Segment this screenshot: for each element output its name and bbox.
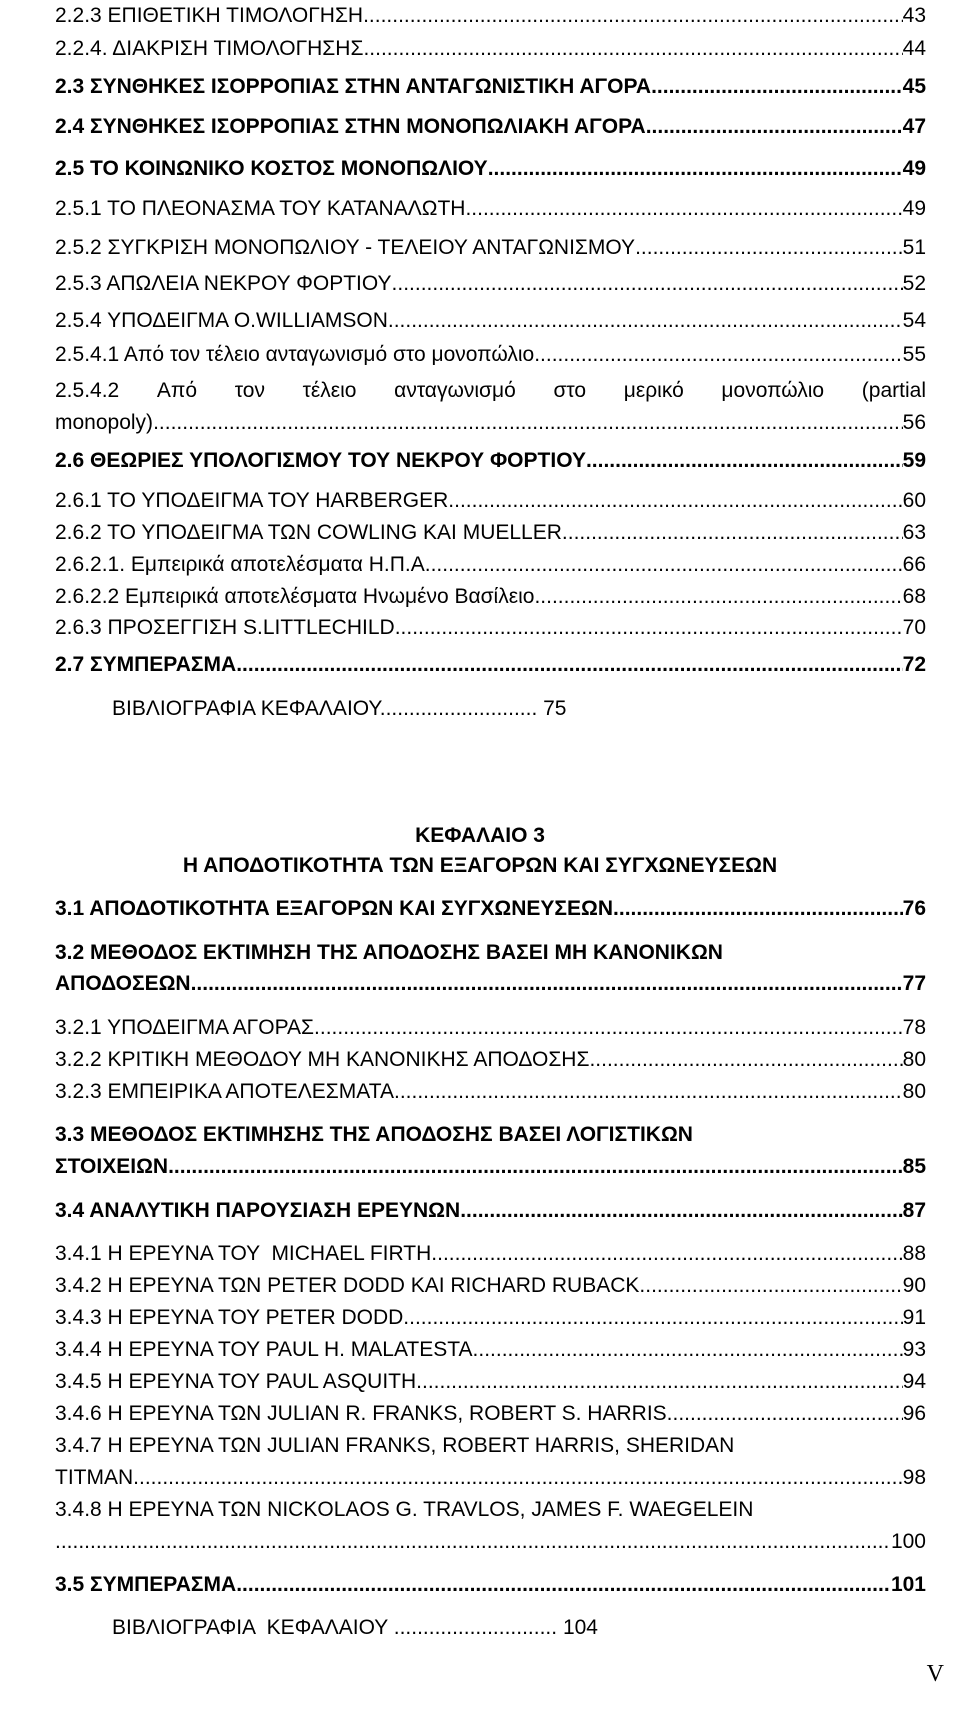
toc-leader-dots: ............................ xyxy=(387,1616,558,1639)
toc-entry-title: 3.2.3 ΕΜΠΕΙΡΙΚΑ ΑΠΟΤΕΛΕΣΜΑΤΑ xyxy=(55,1080,394,1103)
toc-word: τέλειο xyxy=(302,379,357,402)
toc-entry xyxy=(55,196,926,222)
toc-entry xyxy=(55,3,926,29)
toc-entry xyxy=(55,1401,926,1427)
toc-entry-title: 3.4.3 Η ΕΡΕΥΝΑ ΤΟΥ PETER DODD xyxy=(55,1306,404,1329)
toc-entry-page: 43 xyxy=(902,4,926,27)
toc-entry xyxy=(55,652,926,678)
toc-entry-title: 2.5.4 ΥΠΟΔΕΙΓΜΑ O.WILLIAMSON xyxy=(55,309,388,332)
toc-leader-dots xyxy=(460,1198,902,1224)
toc-entry-page: 98 xyxy=(902,1466,926,1489)
toc-leader-dots xyxy=(534,342,902,368)
toc-entry-title: 3.4.6 Η ΕΡΕΥΝΑ ΤΩΝ JULIAN R. FRANKS, ROBERT S. HARRIS xyxy=(55,1402,667,1425)
toc-entry-title: 3.4.4 Η ΕΡΕΥΝΑ ΤΟΥ PAUL H. MALATESTA xyxy=(55,1338,473,1361)
toc-leader-dots xyxy=(236,652,902,678)
toc-entry-page: 80 xyxy=(902,1048,926,1071)
toc-entry xyxy=(55,1273,926,1299)
toc-leader-dots xyxy=(651,74,903,100)
toc-entry-title-line: 3.2 ΜΕΘΟΔΟΣ ΕΚΤΙΜΗΣΗ ΤΗΣ ΑΠΟΔΟΣΗΣ ΒΑΣΕΙ ΜΗ ΚΑΝΟΝΙΚΩΝ xyxy=(55,941,723,964)
toc-word: ανταγωνισμό xyxy=(394,379,516,402)
toc-entry-page: 49 xyxy=(902,197,926,220)
toc-leader-dots xyxy=(191,971,903,997)
toc-leader-dots xyxy=(416,1369,902,1395)
toc-leader-dots xyxy=(465,196,902,222)
toc-entry-title: 3.5 ΣΥΜΠΕΡΑΣΜΑ xyxy=(55,1573,237,1596)
toc-entry-title: 3.4 ΑΝΑΛΥΤΙΚΗ ΠΑΡΟΥΣΙΑΣΗ ΕΡΕΥΝΩΝ xyxy=(55,1199,461,1222)
toc-entry-title: ΒΙΒΛΙΟΓΡΑΦΙΑ ΚΕΦΑΛΑΙΟΥ xyxy=(112,697,380,720)
toc-entry xyxy=(55,1465,926,1491)
toc-word: στο xyxy=(553,379,587,402)
toc-entry xyxy=(55,74,926,100)
toc-entry xyxy=(55,342,926,368)
toc-leader-dots xyxy=(613,896,903,922)
toc-leader-dots xyxy=(363,3,903,29)
toc-entry-page: 66 xyxy=(902,553,926,576)
toc-leader-dots xyxy=(488,156,903,182)
toc-leader-dots xyxy=(394,1079,903,1105)
toc-leader-dots xyxy=(236,1572,891,1598)
toc-entry-title: 2.7 ΣΥΜΠΕΡΑΣΜΑ xyxy=(55,653,237,676)
toc-word: Από xyxy=(156,379,198,402)
toc-entry-page: 55 xyxy=(902,343,926,366)
toc-entry xyxy=(55,520,926,546)
toc-leader-dots xyxy=(431,552,903,578)
toc-entry-title: 2.2.3 ΕΠΙΘΕΤΙΚΗ ΤΙΜΟΛΟΓΗΣΗ xyxy=(55,4,364,27)
toc-entry-page: 101 xyxy=(890,1573,926,1596)
toc-entry-title: 3.1 ΑΠΟΔΟΤΙΚΟΤΗΤΑ ΕΞΑΓΟΡΩΝ ΚΑΙ ΣΥΓΧΩΝΕΥΣΕΩΝ xyxy=(55,897,614,920)
toc-entry xyxy=(55,896,926,922)
toc-leader-dots xyxy=(55,1529,891,1555)
toc-entry xyxy=(55,1198,926,1224)
toc-entry-title: 3.4.2 Η ΕΡΕΥΝΑ ΤΩΝ PETER DODD ΚΑΙ RICHARD RUBACK xyxy=(55,1274,640,1297)
toc-leader-dots: ........................... xyxy=(379,697,538,720)
toc-entry xyxy=(55,584,926,610)
toc-entry xyxy=(55,271,926,297)
toc-entry xyxy=(55,488,926,514)
toc-entry xyxy=(55,410,926,436)
toc-entry xyxy=(55,1047,926,1073)
toc-leader-dots xyxy=(314,1015,903,1041)
toc-entry-page: 54 xyxy=(902,309,926,332)
toc-entry xyxy=(55,1015,926,1041)
toc-leader-dots xyxy=(153,410,903,436)
toc-entry-title: 3.2.1 ΥΠΟΔΕΙΓΜΑ ΑΓΟΡΑΣ xyxy=(55,1016,315,1039)
toc-entry-justified-line xyxy=(55,378,926,404)
toc-entry xyxy=(112,696,566,722)
toc-entry-title: 2.6.2.1. Εμπειρικά αποτελέσματα Η.Π.Α. xyxy=(55,553,431,576)
toc-entry-page: 49 xyxy=(902,157,926,180)
toc-entry-page: 93 xyxy=(902,1338,926,1361)
toc-entry-title: 2.5.3 ΑΠΩΛΕΙΑ ΝΕΚΡΟΥ ΦΟΡΤΙΟΥ xyxy=(55,272,392,295)
toc-entry-title: 2.5.2 ΣΥΓΚΡΙΣΗ ΜΟΝΟΠΩΛΙΟΥ - ΤΕΛΕΙΟΥ ΑΝΤΑΓΩΝΙΣΜΟΥ xyxy=(55,236,636,259)
toc-entry-title: 2.5 ΤΟ ΚΟΙΝΩΝΙΚΟ ΚΟΣΤΟΣ ΜΟΝΟΠΩΛΙΟΥ xyxy=(55,157,488,180)
toc-leader-dots xyxy=(363,36,902,62)
toc-word: μονοπώλιο xyxy=(721,379,825,402)
toc-entry-page: 51 xyxy=(902,236,926,259)
toc-entry-title-line: 3.4.8 Η ΕΡΕΥΝΑ ΤΩΝ NICKOLAOS G. TRAVLOS, JAMES F. WAEGELEIN xyxy=(55,1498,754,1521)
toc-leader-dots xyxy=(635,235,903,261)
toc-entry xyxy=(112,1615,598,1641)
toc-entry-title: TITMAN xyxy=(55,1466,134,1489)
toc-leader-dots xyxy=(639,1273,902,1299)
toc-entry-title: ΒΙΒΛΙΟΓΡΑΦΙΑ ΚΕΦΑΛΑΙΟΥ xyxy=(112,1616,388,1639)
chapter-number-heading: ΚΕΦΑΛΑΙΟ 3 xyxy=(415,824,545,847)
toc-entry-title: 2.5.4.1 Από τον τέλειο ανταγωνισμό στο μονοπώλιο xyxy=(55,343,535,366)
toc-entry xyxy=(55,971,926,997)
toc-entry-page: 88 xyxy=(902,1242,926,1265)
toc-entry xyxy=(55,1572,926,1598)
toc-leader-dots xyxy=(589,1047,902,1073)
toc-entry-title: ΑΠΟΔΟΣΕΩΝ xyxy=(55,972,191,995)
toc-entry-page: 68 xyxy=(902,585,926,608)
toc-entry-page: 44 xyxy=(902,37,926,60)
toc-entry xyxy=(55,1337,926,1363)
toc-entry-page: 59 xyxy=(902,449,926,472)
toc-leader-dots xyxy=(586,448,903,474)
toc-word: (partial xyxy=(861,379,926,402)
toc-entry-page: 100 xyxy=(890,1530,926,1553)
toc-entry-title: 2.6.2.2 Εμπειρικά αποτελέσματα Ηνωμένο Βασίλειο xyxy=(55,585,535,608)
page-number: V xyxy=(926,1661,944,1687)
toc-leader-dots xyxy=(667,1401,903,1427)
toc-entry-page: 96 xyxy=(902,1402,926,1425)
toc-leader-dots xyxy=(534,584,902,610)
toc-leader-dots xyxy=(388,308,903,334)
toc-word: μερικό xyxy=(623,379,684,402)
toc-entry-page: 90 xyxy=(902,1274,926,1297)
toc-word: τον xyxy=(234,379,265,402)
toc-entry xyxy=(55,235,926,261)
toc-leader-dots xyxy=(562,520,903,546)
toc-entry-title: 2.6.2 ΤΟ ΥΠΟΔΕΙΓΜΑ ΤΩΝ COWLING ΚΑΙ MUELLER xyxy=(55,521,562,544)
toc-entry xyxy=(55,308,926,334)
toc-entry-page: 72 xyxy=(902,653,926,676)
toc-leader-dots xyxy=(473,1337,903,1363)
toc-entry-page: 85 xyxy=(902,1155,926,1178)
toc-entry-page: 87 xyxy=(902,1199,926,1222)
toc-entry-title: 2.5.1 ΤΟ ΠΛΕΟΝΑΣΜΑ ΤΟΥ ΚΑΤΑΝΑΛΩΤΗ xyxy=(55,197,466,220)
toc-leader-dots xyxy=(448,488,902,514)
toc-entry-page: 76 xyxy=(902,897,926,920)
toc-entry xyxy=(55,36,926,62)
toc-entry-page: 70 xyxy=(902,616,926,639)
toc-entry-page: 94 xyxy=(902,1370,926,1393)
toc-entry-page: 80 xyxy=(902,1080,926,1103)
toc-entry-title: 2.4 ΣΥΝΘΗΚΕΣ ΙΣΟΡΡΟΠΙΑΣ ΣΤΗΝ ΜΟΝΟΠΩΛΙΑΚΗ ΑΓΟΡΑ xyxy=(55,115,646,138)
toc-entry-title-line: 3.4.7 Η ΕΡΕΥΝΑ ΤΩΝ JULIAN FRANKS, ROBERT HARRIS, SHERIDAN xyxy=(55,1434,735,1457)
toc-leader-dots xyxy=(168,1154,903,1180)
toc-word: 2.5.4.2 xyxy=(55,379,120,402)
toc-entry xyxy=(55,448,926,474)
toc-entry-title-line: 3.3 ΜΕΘΟΔΟΣ ΕΚΤΙΜΗΣΗΣ ΤΗΣ ΑΠΟΔΟΣΗΣ ΒΑΣΕΙ ΛΟΓΙΣΤΙΚΩΝ xyxy=(55,1123,693,1146)
toc-entry-page: 104 xyxy=(562,1616,598,1639)
toc-entry xyxy=(55,1079,926,1105)
toc-entry-title: 2.6.3 ΠΡΟΣΕΓΓΙΣΗ S.LITTLECHILD xyxy=(55,616,395,639)
toc-entry-title: monopoly) xyxy=(55,411,154,434)
toc-entry-title: 2.2.4. ΔΙΑΚΡΙΣΗ ΤΙΜΟΛΟΓΗΣΗΣ xyxy=(55,37,364,60)
toc-leader-dots xyxy=(392,271,903,297)
toc-entry-page: 60 xyxy=(902,489,926,512)
toc-entry xyxy=(55,1369,926,1395)
toc-entry-page: 45 xyxy=(902,75,926,98)
toc-leader-dots xyxy=(431,1241,902,1267)
toc-leader-dots xyxy=(133,1465,902,1491)
toc-entry xyxy=(55,1529,926,1555)
toc-leader-dots xyxy=(403,1305,902,1331)
toc-entry-title: 2.6 ΘΕΩΡΙΕΣ ΥΠΟΛΟΓΙΣΜΟΥ ΤΟΥ ΝΕΚΡΟΥ ΦΟΡΤΙΟΥ xyxy=(55,449,586,472)
toc-entry xyxy=(55,1154,926,1180)
toc-entry-page: 77 xyxy=(902,972,926,995)
toc-entry xyxy=(55,114,926,140)
toc-entry-page: 56 xyxy=(902,411,926,434)
toc-entry-page: 47 xyxy=(902,115,926,138)
toc-entry-title: 3.4.5 Η ΕΡΕΥΝΑ ΤΟΥ PAUL ASQUITH xyxy=(55,1370,417,1393)
toc-entry-title: ΣΤΟΙΧΕΙΩΝ xyxy=(55,1155,169,1178)
toc-entry xyxy=(55,615,926,641)
toc-leader-dots xyxy=(395,615,903,641)
toc-entry-title: 2.6.1 ΤΟ ΥΠΟΔΕΙΓΜΑ ΤΟΥ HARBERGER xyxy=(55,489,449,512)
chapter-title-heading: Η ΑΠΟΔΟΤΙΚΟΤΗΤΑ ΤΩΝ ΕΞΑΓΟΡΩΝ ΚΑΙ ΣΥΓΧΩΝΕΥΣΕΩΝ xyxy=(182,854,778,877)
toc-entry-page: 78 xyxy=(902,1016,926,1039)
toc-entry-title: 3.2.2 ΚΡΙΤΙΚΗ ΜΕΘΟΔΟΥ ΜΗ ΚΑΝΟΝΙΚΗΣ ΑΠΟΔΟΣΗΣ xyxy=(55,1048,590,1071)
toc-entry xyxy=(55,552,926,578)
toc-entry-page: 52 xyxy=(902,272,926,295)
toc-entry-title: 2.3 ΣΥΝΘΗΚΕΣ ΙΣΟΡΡΟΠΙΑΣ ΣΤΗΝ ΑΝΤΑΓΩΝΙΣΤΙΚΗ ΑΓΟΡΑ xyxy=(55,75,652,98)
toc-entry-page: 91 xyxy=(902,1306,926,1329)
toc-entry xyxy=(55,1241,926,1267)
toc-entry-page: 75 xyxy=(543,697,567,720)
toc-entry-page: 63 xyxy=(902,521,926,544)
toc-entry xyxy=(55,1305,926,1331)
toc-entry xyxy=(55,156,926,182)
toc-leader-dots xyxy=(646,114,903,140)
toc-entry-title: 3.4.1 Η ΕΡΕΥΝΑ ΤΟΥ MICHAEL FIRTH xyxy=(55,1242,432,1265)
